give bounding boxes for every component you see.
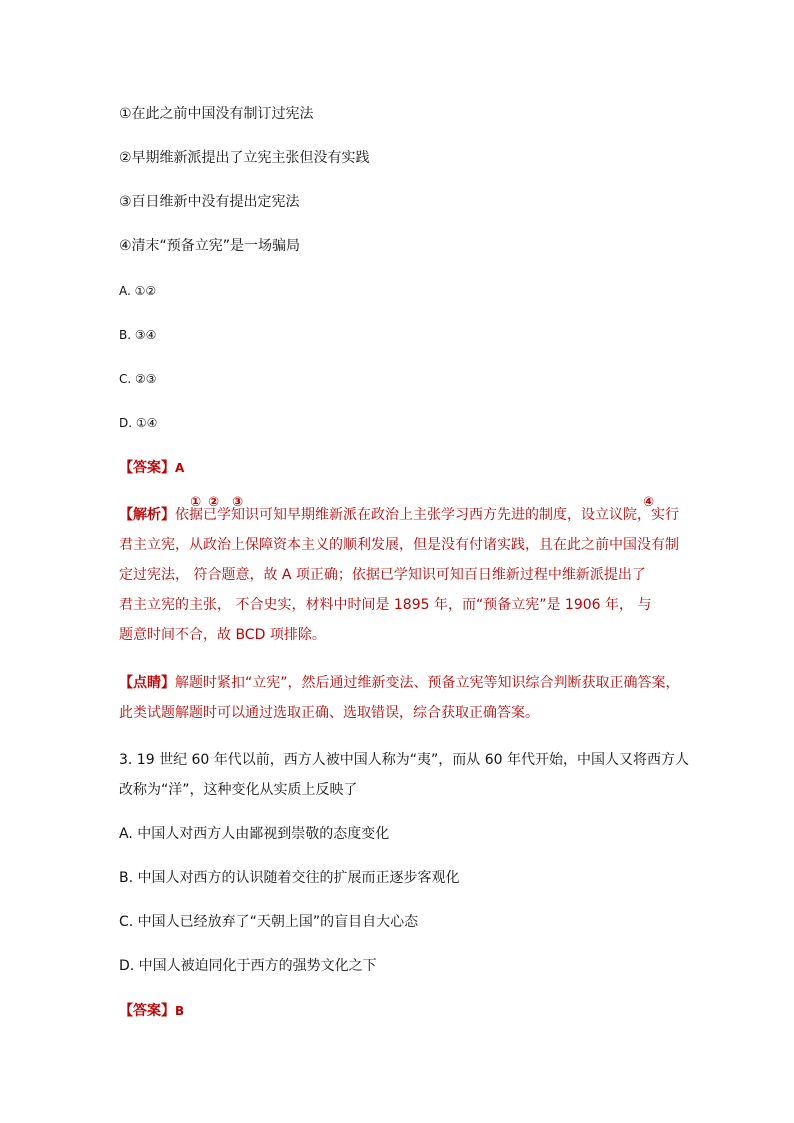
q3-option-a: A. 中国人对西方人由鄙视到崇敬的态度变化 bbox=[119, 826, 390, 842]
analysis-line-3: 定过宪法， 符合题意，故 A 项正确；依据已学知识可知百日维新过程中维新派提出了 bbox=[119, 567, 646, 583]
analysis-paragraph bbox=[119, 500, 679, 650]
analysis-line-4: 君主立宪的主张， 不合史实，材料中时间是 1895 年，而“预备立宪”是 1906 年， 与 bbox=[119, 597, 652, 613]
q2-answer-label: 【答案】 bbox=[119, 460, 175, 476]
analysis-label: 【解析】 bbox=[119, 507, 175, 523]
comment-line-1-text: 解题时紧扣“立宪”，然后通过维新变法、预备立宪等知识综合判断获取正确答案， bbox=[175, 675, 680, 691]
analysis-line-1-text: 依据已学知识可知早期维新派在政治上主张学习西方先进的制度，设立议院，实行 bbox=[175, 507, 679, 523]
q2-answer-value: A bbox=[175, 461, 185, 475]
comment-line-1 bbox=[119, 668, 679, 698]
statement-2: ②早期维新派提出了立宪主张但没有实践 bbox=[119, 150, 370, 166]
q3-line-1: 3. 19 世纪 60 年代以前，西方人被中国人称为“夷”，而从 60 年代开始，中国人又将西方人 bbox=[119, 752, 690, 768]
analysis-mark-1: ① bbox=[190, 495, 202, 510]
comment-line-2: 此类试题解题时可以通过选取正确、选取错误，综合获取正确答案。 bbox=[119, 705, 539, 721]
analysis-mark-4: ④ bbox=[643, 495, 655, 510]
q3-answer-label: 【答案】 bbox=[119, 1003, 175, 1019]
q3-option-c: C. 中国人已经放弃了“天朝上国”的盲目自大心态 bbox=[119, 914, 419, 930]
q3-option-b: B. 中国人对西方的认识随着交往的扩展而正逐步客观化 bbox=[119, 870, 460, 886]
q3-option-d: D. 中国人被迫同化于西方的强势文化之下 bbox=[119, 958, 377, 974]
q2-option-a: A. ①② bbox=[119, 284, 157, 298]
comment-label: 【点睛】 bbox=[119, 675, 175, 691]
q2-option-d: D. ①④ bbox=[119, 416, 158, 430]
comment-paragraph bbox=[119, 668, 679, 728]
q3-answer bbox=[119, 1000, 184, 1022]
q3-stem bbox=[119, 745, 690, 805]
statement-4: ④清末“预备立宪”是一场骗局 bbox=[119, 238, 301, 254]
analysis-line-2: 君主立宪，从政治上保障资本主义的顺利发展，但是没有付诸实践，且在此之前中国没有制 bbox=[119, 537, 679, 553]
analysis-mark-3: ③ bbox=[232, 495, 244, 510]
q3-answer-value: B bbox=[175, 1004, 185, 1018]
q3-line-2: 改称为“洋”，这种变化从实质上反映了 bbox=[119, 782, 358, 798]
q2-option-b: B. ③④ bbox=[119, 328, 157, 342]
q2-answer bbox=[119, 457, 184, 479]
analysis-line-1 bbox=[119, 500, 679, 530]
statement-3: ③百日维新中没有提出定宪法 bbox=[119, 194, 300, 210]
analysis-line-5: 题意时间不合，故 BCD 项排除。 bbox=[119, 627, 326, 643]
statement-1: ①在此之前中国没有制订过宪法 bbox=[119, 106, 314, 122]
q2-option-c: C. ②③ bbox=[119, 372, 157, 386]
analysis-mark-2: ② bbox=[208, 495, 220, 510]
